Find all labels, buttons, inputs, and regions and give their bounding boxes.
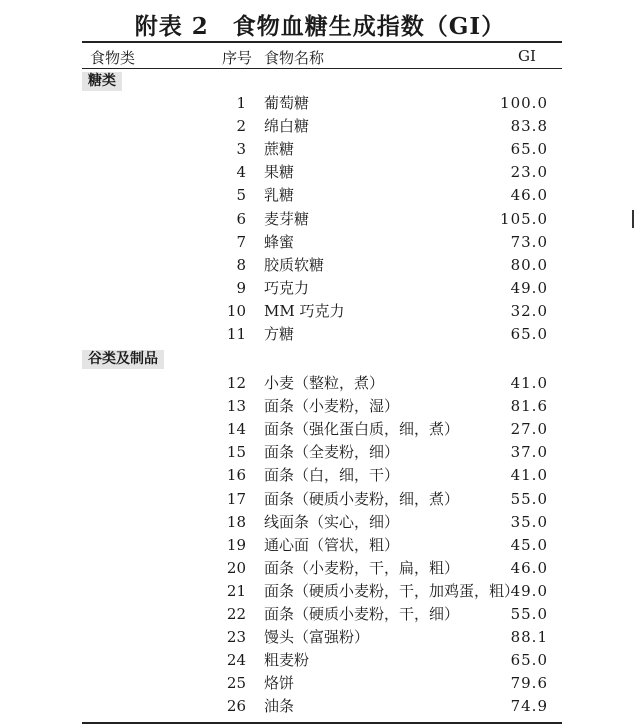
table-row <box>0 603 640 626</box>
table-row <box>0 557 640 580</box>
row-number: 25 <box>226 674 246 693</box>
gi-value: 37.0 <box>510 443 548 462</box>
gi-value: 41.0 <box>510 374 548 392</box>
food-name: 绵白糖 <box>264 117 310 136</box>
page-edge-mark <box>632 210 634 228</box>
header-number: 序号 <box>222 49 253 67</box>
food-name: 葡萄糖 <box>264 94 310 112</box>
table-row <box>0 231 640 254</box>
row-number: 3 <box>236 140 246 159</box>
gi-value: 83.8 <box>510 117 548 136</box>
gi-value: 74.9 <box>510 697 548 716</box>
food-name: 面条（白，细，干） <box>264 466 400 485</box>
table-row <box>0 184 640 207</box>
row-number: 1 <box>236 94 246 112</box>
table-row <box>0 115 640 138</box>
table-row <box>0 534 640 557</box>
table-row <box>0 138 640 161</box>
table-title: 附表 2 食物血糖生成指数（GI） <box>134 13 506 40</box>
row-number: 15 <box>226 443 246 462</box>
gi-value: 23.0 <box>510 163 548 182</box>
food-name: 麦芽糖 <box>264 209 310 228</box>
food-name: 小麦（整粒，煮） <box>264 374 385 392</box>
food-name: 油条 <box>264 697 295 716</box>
food-name: 蜂蜜 <box>264 232 295 251</box>
gi-value: 55.0 <box>510 489 548 508</box>
row-number: 10 <box>226 301 246 320</box>
food-name: 面条（小麦粉，湿） <box>264 397 400 416</box>
table-row <box>0 254 640 277</box>
food-name: 方糖 <box>264 325 295 343</box>
food-name: 面条（全麦粉，细） <box>264 443 400 462</box>
table-row <box>0 161 640 184</box>
food-name: 面条（强化蛋白质，细，煮） <box>264 420 460 439</box>
gi-value: 55.0 <box>510 605 548 623</box>
row-number: 2 <box>236 117 246 136</box>
row-number: 21 <box>226 581 246 600</box>
header-rule <box>82 68 562 69</box>
gi-value: 65.0 <box>510 140 548 159</box>
gi-value: 32.0 <box>510 301 548 320</box>
gi-value: 45.0 <box>510 535 548 554</box>
table-row <box>0 277 640 300</box>
food-name: 蔗糖 <box>264 140 295 159</box>
gi-value: 41.0 <box>510 466 548 485</box>
bottom-rule <box>82 722 562 724</box>
food-name: MM 巧克力 <box>264 301 345 320</box>
row-number: 8 <box>236 255 246 274</box>
food-name: 果糖 <box>264 163 295 182</box>
food-name: 馒头（富强粉） <box>264 628 370 647</box>
table-row <box>0 323 640 346</box>
gi-value: 65.0 <box>510 651 548 670</box>
header-category: 食物类 <box>90 49 136 67</box>
food-name: 面条（小麦粉，干，扁，粗） <box>264 558 460 577</box>
row-number: 20 <box>226 558 246 577</box>
row-number: 4 <box>236 163 246 182</box>
table-row <box>0 511 640 534</box>
table-row <box>0 395 640 418</box>
gi-value: 80.0 <box>510 255 548 274</box>
food-name: 通心面（管状，粗） <box>264 535 400 554</box>
table-row <box>0 695 640 718</box>
row-number: 22 <box>226 605 246 623</box>
row-number: 9 <box>236 278 246 297</box>
row-number: 6 <box>236 209 246 228</box>
gi-value: 49.0 <box>510 278 548 297</box>
gi-value: 81.6 <box>510 397 548 416</box>
food-name: 面条（硬质小麦粉，细，煮） <box>264 489 460 508</box>
table-row <box>0 649 640 672</box>
table-row <box>0 672 640 695</box>
gi-value: 46.0 <box>510 186 548 205</box>
gi-value: 79.6 <box>510 674 548 693</box>
food-name: 胶质软糖 <box>264 255 325 274</box>
gi-value: 100.0 <box>500 94 548 112</box>
gi-value: 35.0 <box>510 512 548 531</box>
table-row <box>0 488 640 511</box>
row-number: 18 <box>226 512 246 531</box>
category-label: 糖类 <box>82 72 122 91</box>
table-row <box>0 626 640 649</box>
table-row <box>0 92 640 115</box>
row-number: 16 <box>226 466 246 485</box>
table-row <box>0 464 640 487</box>
food-name: 粗麦粉 <box>264 651 310 670</box>
row-number: 13 <box>226 397 246 416</box>
row-number: 14 <box>226 420 246 439</box>
top-rule <box>82 41 562 43</box>
gi-value: 46.0 <box>510 558 548 577</box>
food-name: 面条（硬质小麦粉，干，细） <box>264 605 460 623</box>
gi-value: 73.0 <box>510 232 548 251</box>
food-name: 线面条（实心，细） <box>264 512 400 531</box>
table-row <box>0 580 640 603</box>
food-name: 烙饼 <box>264 674 295 693</box>
row-number: 19 <box>226 535 246 554</box>
gi-value: 65.0 <box>510 325 548 343</box>
food-name: 乳糖 <box>264 186 295 205</box>
table-row <box>0 208 640 231</box>
food-name: 巧克力 <box>264 278 310 297</box>
row-number: 11 <box>226 325 246 343</box>
row-number: 26 <box>226 697 246 716</box>
table-row <box>0 441 640 464</box>
gi-value: 88.1 <box>510 628 548 647</box>
row-number: 5 <box>236 186 246 205</box>
gi-value: 27.0 <box>510 420 548 439</box>
table-row <box>0 418 640 441</box>
header-gi: GI <box>518 47 536 65</box>
food-name: 面条（硬质小麦粉，干，加鸡蛋，粗） <box>264 581 520 600</box>
row-number: 23 <box>226 628 246 647</box>
row-number: 24 <box>226 651 246 670</box>
row-number: 7 <box>236 232 246 251</box>
row-number: 17 <box>226 489 246 508</box>
table-row <box>0 372 640 395</box>
gi-value: 105.0 <box>500 209 548 228</box>
category-label: 谷类及制品 <box>82 350 164 369</box>
table-row <box>0 300 640 323</box>
header-food-name: 食物名称 <box>264 49 325 67</box>
gi-value: 49.0 <box>510 581 548 600</box>
row-number: 12 <box>226 374 246 392</box>
